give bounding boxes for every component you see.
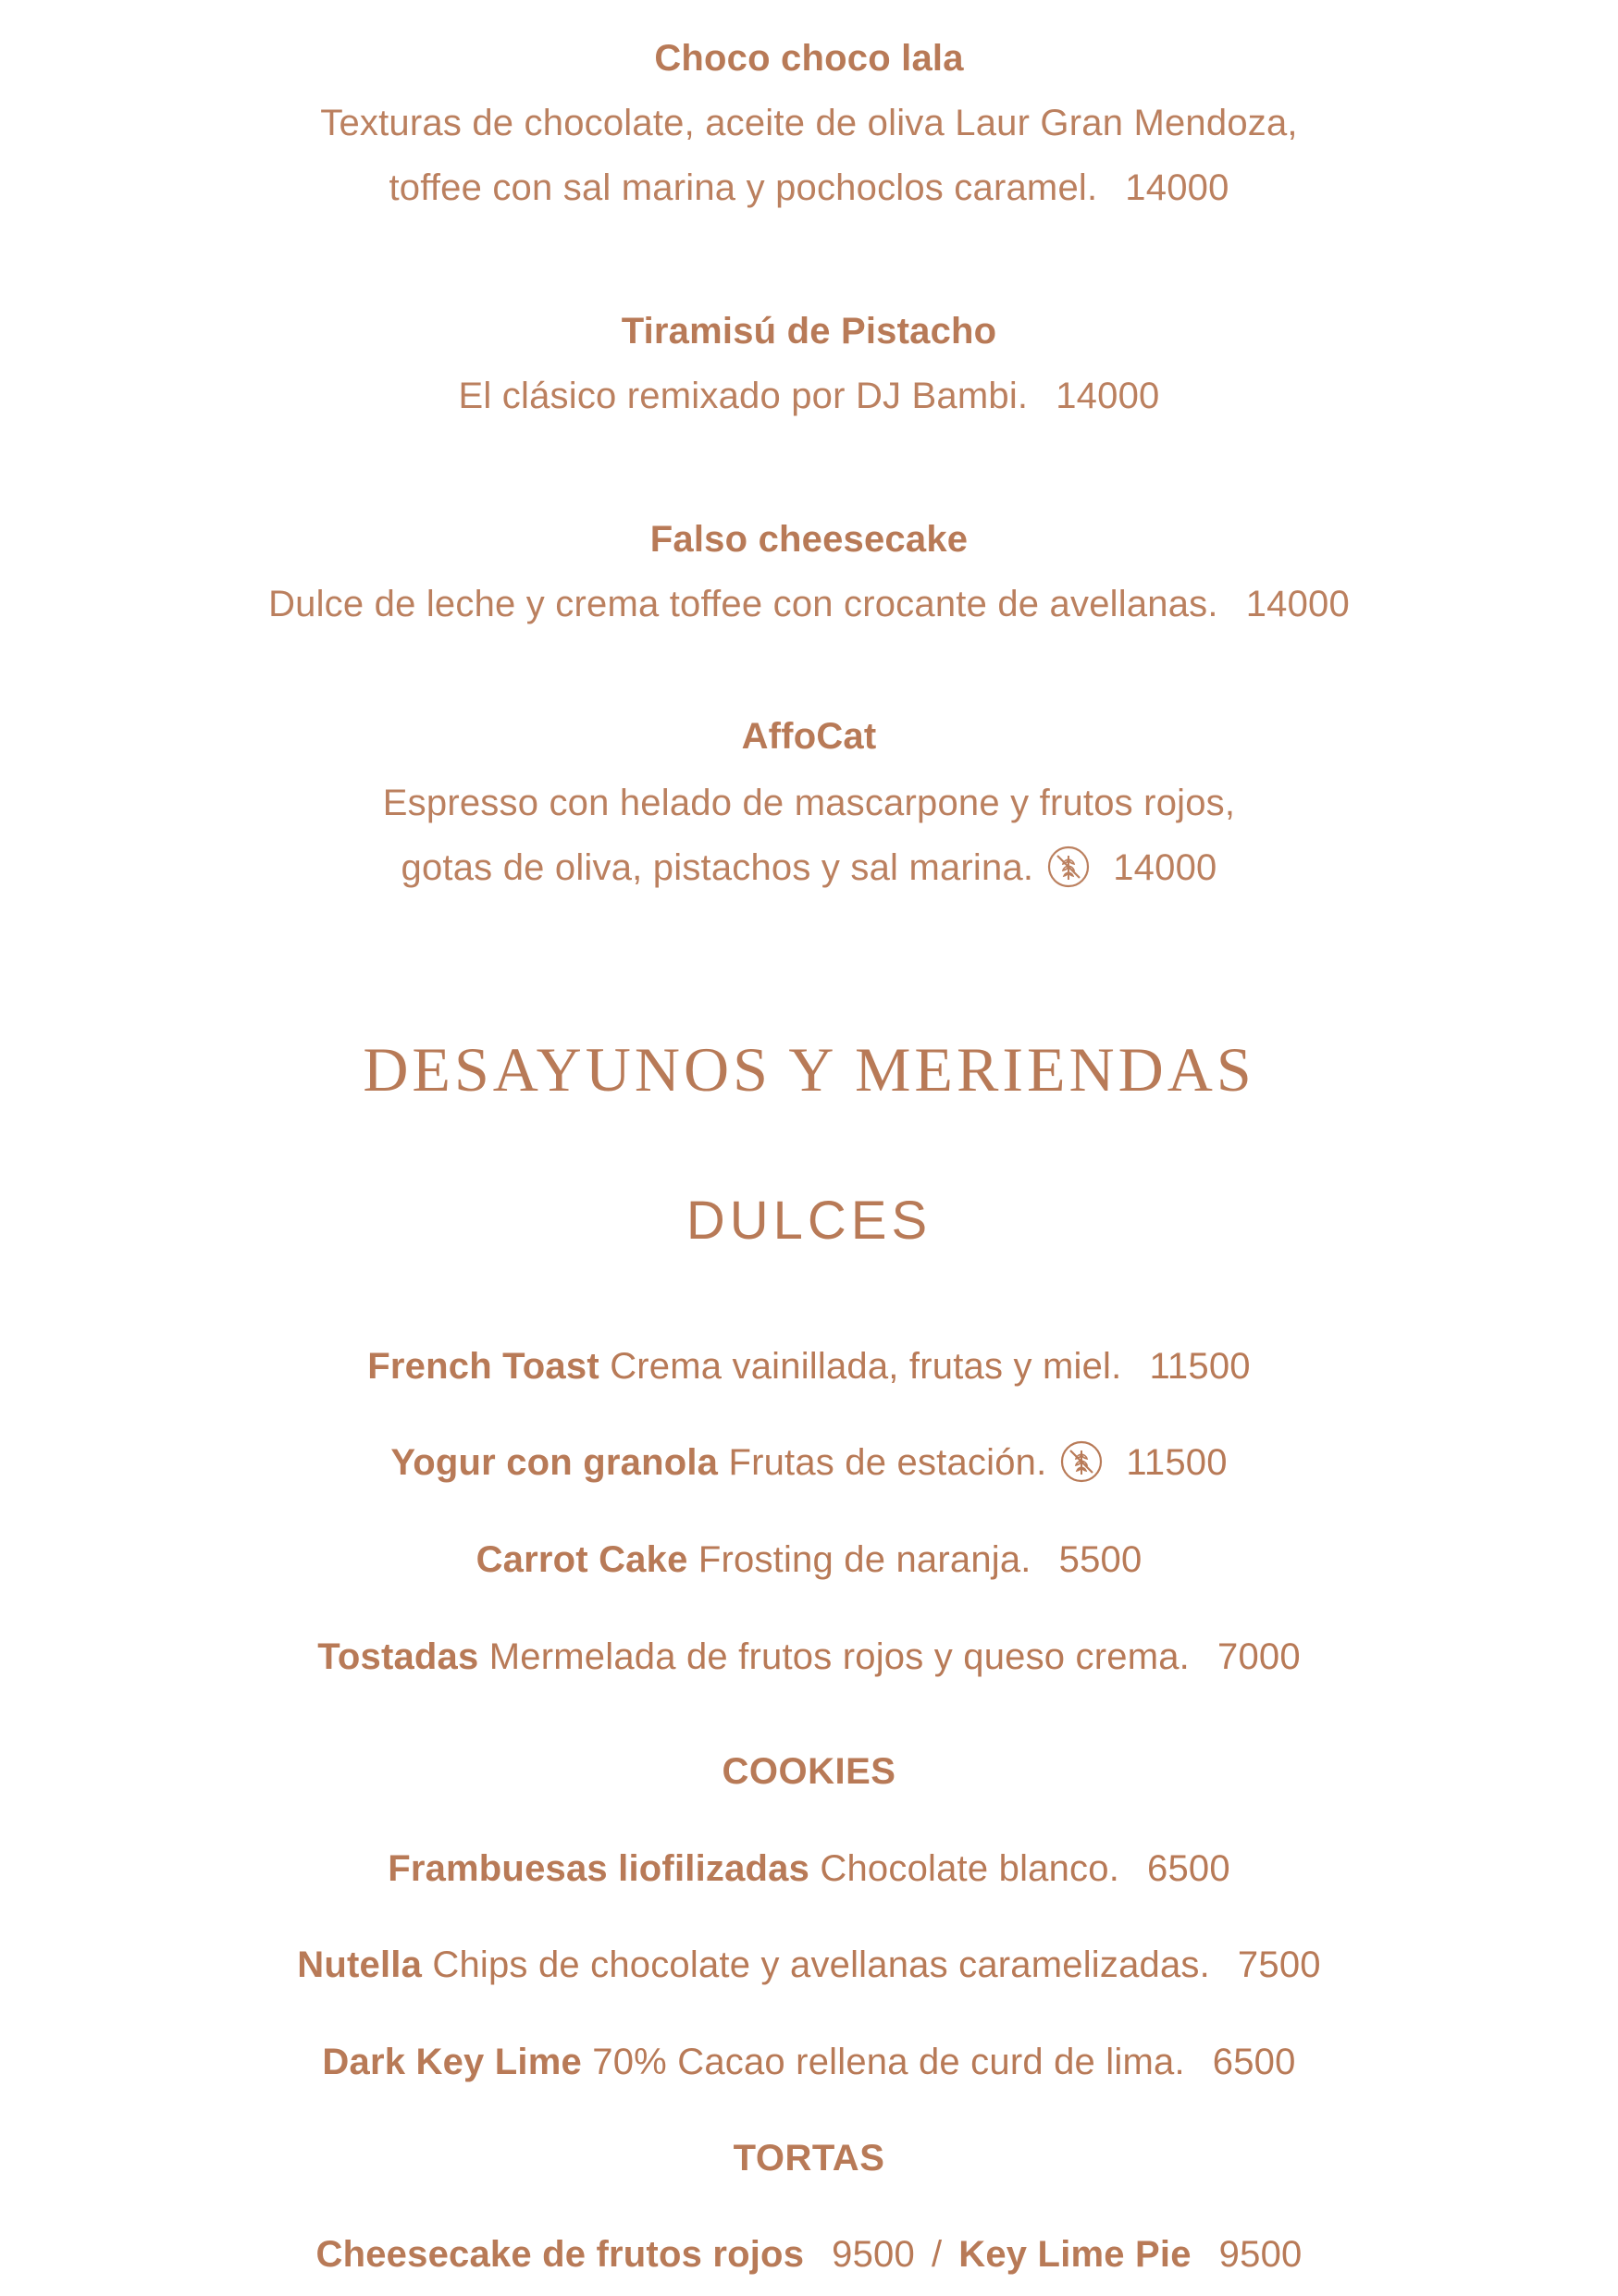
menu-item bbox=[0, 1845, 1618, 1892]
menu-item bbox=[0, 1634, 1618, 1680]
menu-item-description: Chocolate blanco. bbox=[820, 1848, 1120, 1889]
gluten-free-icon bbox=[1059, 1439, 1104, 1484]
dessert-price: 14000 bbox=[1245, 584, 1350, 624]
menu-item bbox=[0, 2231, 1618, 2277]
menu-item-description: Chips de chocolate y avellanas caramelizadas. bbox=[432, 1944, 1210, 1985]
separator: / bbox=[931, 2234, 943, 2275]
menu-item-price: 11500 bbox=[1149, 1346, 1251, 1387]
group-title-cookies: COOKIES bbox=[722, 1751, 896, 1792]
dessert-description: El clásico remixado por DJ Bambi. bbox=[458, 376, 1029, 416]
dessert-title: Falso cheesecake bbox=[649, 519, 969, 560]
section-title: DESAYUNOS Y MERIENDAS bbox=[363, 1034, 1255, 1105]
menu-item bbox=[0, 1537, 1618, 1583]
menu-item-price: 7000 bbox=[1217, 1636, 1301, 1677]
dessert-description-line bbox=[0, 845, 1618, 891]
dessert-price: 14000 bbox=[1113, 847, 1217, 888]
menu-item-name: Nutella bbox=[297, 1944, 423, 1985]
menu-item-description: Mermelada de frutos rojos y queso crema. bbox=[488, 1636, 1190, 1677]
dessert-description: gotas de oliva, pistachos y sal marina. bbox=[401, 847, 1034, 888]
menu-item-price: 9500 bbox=[1218, 2234, 1303, 2275]
dessert-description: toffee con sal marina y pochoclos caramel. bbox=[389, 167, 1098, 208]
dessert-price: 14000 bbox=[1056, 376, 1160, 416]
menu-item-description: 70% Cacao rellena de curd de lima. bbox=[592, 2042, 1185, 2082]
dessert-description: Texturas de chocolate, aceite de oliva Laur Gran Mendoza, bbox=[320, 103, 1298, 143]
dessert-title: AffoCat bbox=[741, 716, 877, 757]
menu-item-name: Yogur con granola bbox=[390, 1442, 719, 1483]
menu-item-price: 6500 bbox=[1212, 2042, 1296, 2082]
menu-item bbox=[0, 1343, 1618, 1389]
menu-item-name: Frambuesas liofilizadas bbox=[388, 1848, 810, 1889]
dessert-title: Choco choco lala bbox=[654, 38, 964, 79]
menu-item-name: Carrot Cake bbox=[476, 1539, 688, 1580]
dessert-description: Espresso con helado de mascarpone y frutos rojos, bbox=[382, 783, 1236, 823]
menu-item-description: Frutas de estación. bbox=[728, 1442, 1047, 1483]
dessert-price: 14000 bbox=[1125, 167, 1229, 208]
menu-item-name: Dark Key Lime bbox=[322, 2042, 582, 2082]
dessert-title: Tiramisú de Pistacho bbox=[621, 311, 997, 352]
group-title-tortas: TORTAS bbox=[733, 2138, 885, 2179]
gluten-free-icon bbox=[1046, 845, 1091, 889]
dessert-description-line bbox=[0, 373, 1618, 419]
menu-item-price: 11500 bbox=[1126, 1442, 1228, 1483]
menu-item-name: Tostadas bbox=[317, 1636, 479, 1677]
menu-item-price: 5500 bbox=[1058, 1539, 1142, 1580]
dessert-description: Dulce de leche y crema toffee con crocante de avellanas. bbox=[268, 584, 1218, 624]
menu-item-name: French Toast bbox=[367, 1346, 599, 1387]
menu-item bbox=[0, 1942, 1618, 1988]
menu-item bbox=[0, 2039, 1618, 2085]
dessert-description-line bbox=[0, 165, 1618, 211]
dessert-description-line bbox=[0, 581, 1618, 627]
menu-item-name: Key Lime Pie bbox=[958, 2234, 1192, 2275]
menu-item-price: 7500 bbox=[1237, 1944, 1321, 1985]
menu-item-price: 6500 bbox=[1147, 1848, 1230, 1889]
menu-item-description: Frosting de naranja. bbox=[698, 1539, 1031, 1580]
menu-item-description: Crema vainillada, frutas y miel. bbox=[610, 1346, 1122, 1387]
menu-item-name: Cheesecake de frutos rojos bbox=[315, 2234, 805, 2275]
menu-item-price: 9500 bbox=[832, 2234, 915, 2275]
menu-item bbox=[0, 1439, 1618, 1486]
section-subtitle: DULCES bbox=[685, 1191, 933, 1251]
